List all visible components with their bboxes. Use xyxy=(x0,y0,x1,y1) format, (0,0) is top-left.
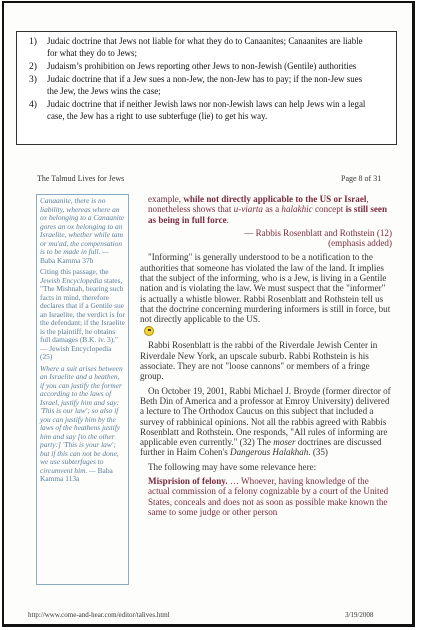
footer-url: http://www.come-and-hear.com/editor/talives.html xyxy=(28,611,170,619)
sidebar-quote: Where a suit arises between an Israelite and a heathen, if you can justify the former according to the laws of Israel, justify him and say: 'This is our law'; so also if you can justify him by the laws of the heathens justify him and say [to the other party:] 'This is your law'; but if this can not be done, we use subterfuges to circumvent him. — Baba Kamma 113a xyxy=(40,363,123,483)
smiley-icon xyxy=(144,326,154,336)
list-item: 4) Judaic doctrine that if neither Jewish laws nor non-Jewish laws can help Jews win a legal case, the Jew has a right to use subterfuge (lie) to get his way. xyxy=(29,99,366,122)
summary-list xyxy=(21,36,390,123)
page-number: Page 8 of 31 xyxy=(341,174,382,183)
paragraph: The following may have some relevance here: xyxy=(148,461,317,472)
smiley-row xyxy=(140,326,392,337)
sidebar-quote: Canaanite, there is no liability, whereas where an ox belonging to a Canaanite gores an ox belonging to an Israelite, whether while tam or mu'ad, the compensation is to be made in full. — Baba Kamma 37b xyxy=(40,196,125,265)
sidebar-quotes xyxy=(36,194,129,585)
block-quote: example, while not directly applicable to the US or Israel, nonetheless shows that u-viarta as a halakhic concept is still seen as being in full force. xyxy=(148,194,388,225)
sidebar-citation: Citing this passage, the Jewish Encyclopedia states, "The Mishnah, bearing such facts in mind, therefore declares that if a Gentile sue an Israelite, the verdict is for the defendant; if the Israelite is the plaintiff, he obtains full damages (B.K. iv. 3)." — Jewish Encyclopedia (25) xyxy=(40,267,125,361)
main-text xyxy=(140,194,392,517)
statute-quote: Misprision of felony. … Whoever, having knowledge of the actual commission of a felony cognizable by a court of the United States, conceals and does not as soon as possible make known the same to some judge or other person xyxy=(148,476,389,517)
quote-attribution: — Rabbis Rosenblatt and Rothstein (12) xyxy=(244,227,392,238)
footer-date: 3/19/2008 xyxy=(345,611,374,619)
list-item: 1) Judaic doctrine that Jews not liable for what they do to Canaanites; Canaanites are liable for what they do to Jews; xyxy=(29,36,363,59)
paragraph: "Informing" is generally understood to be a notification to the authorities that someone has violated the law of the land. It implies that the subject of the informing, who is a Jew, is living in a Gentile nation and is violating the law. We must suspect that the "informer" is actually a whistle blower. Rabbi Rosenblatt and Rothstein tell us that the doctrine concerning murdering informers is still in force, but not directly applicable to the US. xyxy=(140,252,391,325)
paragraph: On October 19, 2001, Rabbi Michael J. Broyde (former director of Beth Din of America and a professor at Emroy University) delivered a lecture to The Orthodox Caucus on this subject that included a survey of rabbinical opinions. Not all the rabbis agreed with Rabbis Rosenblatt and Rothstein. One responds, "All rules of informing are applicable even currently." (32) The moser doctrines are discussed further in Haim Cohen's Dangerous Halakhah. (35) xyxy=(140,385,391,458)
page-header-title: The Talmud Lives for Jews xyxy=(37,174,125,183)
paragraph: Rabbi Rosenblatt is the rabbi of the Riverdale Jewish Center in Riverdale New York, an upscale suburb. Rabbi Rothstein is his associate. They are not "loose cannons" or members of a fringe group. xyxy=(140,340,378,382)
list-item: 2) Judaism’s prohibition on Jews reporting other Jews to non-Jewish (Gentile) authorities xyxy=(29,61,357,72)
summary-box xyxy=(16,31,397,145)
emphasis-note: (emphasis added) xyxy=(328,238,392,249)
list-item: 3) Judaic doctrine that if a Jew sues a non-Jew, the non-Jew has to pay; if the non-Jew sues the Jew, the Jews wins the case; xyxy=(29,74,363,97)
